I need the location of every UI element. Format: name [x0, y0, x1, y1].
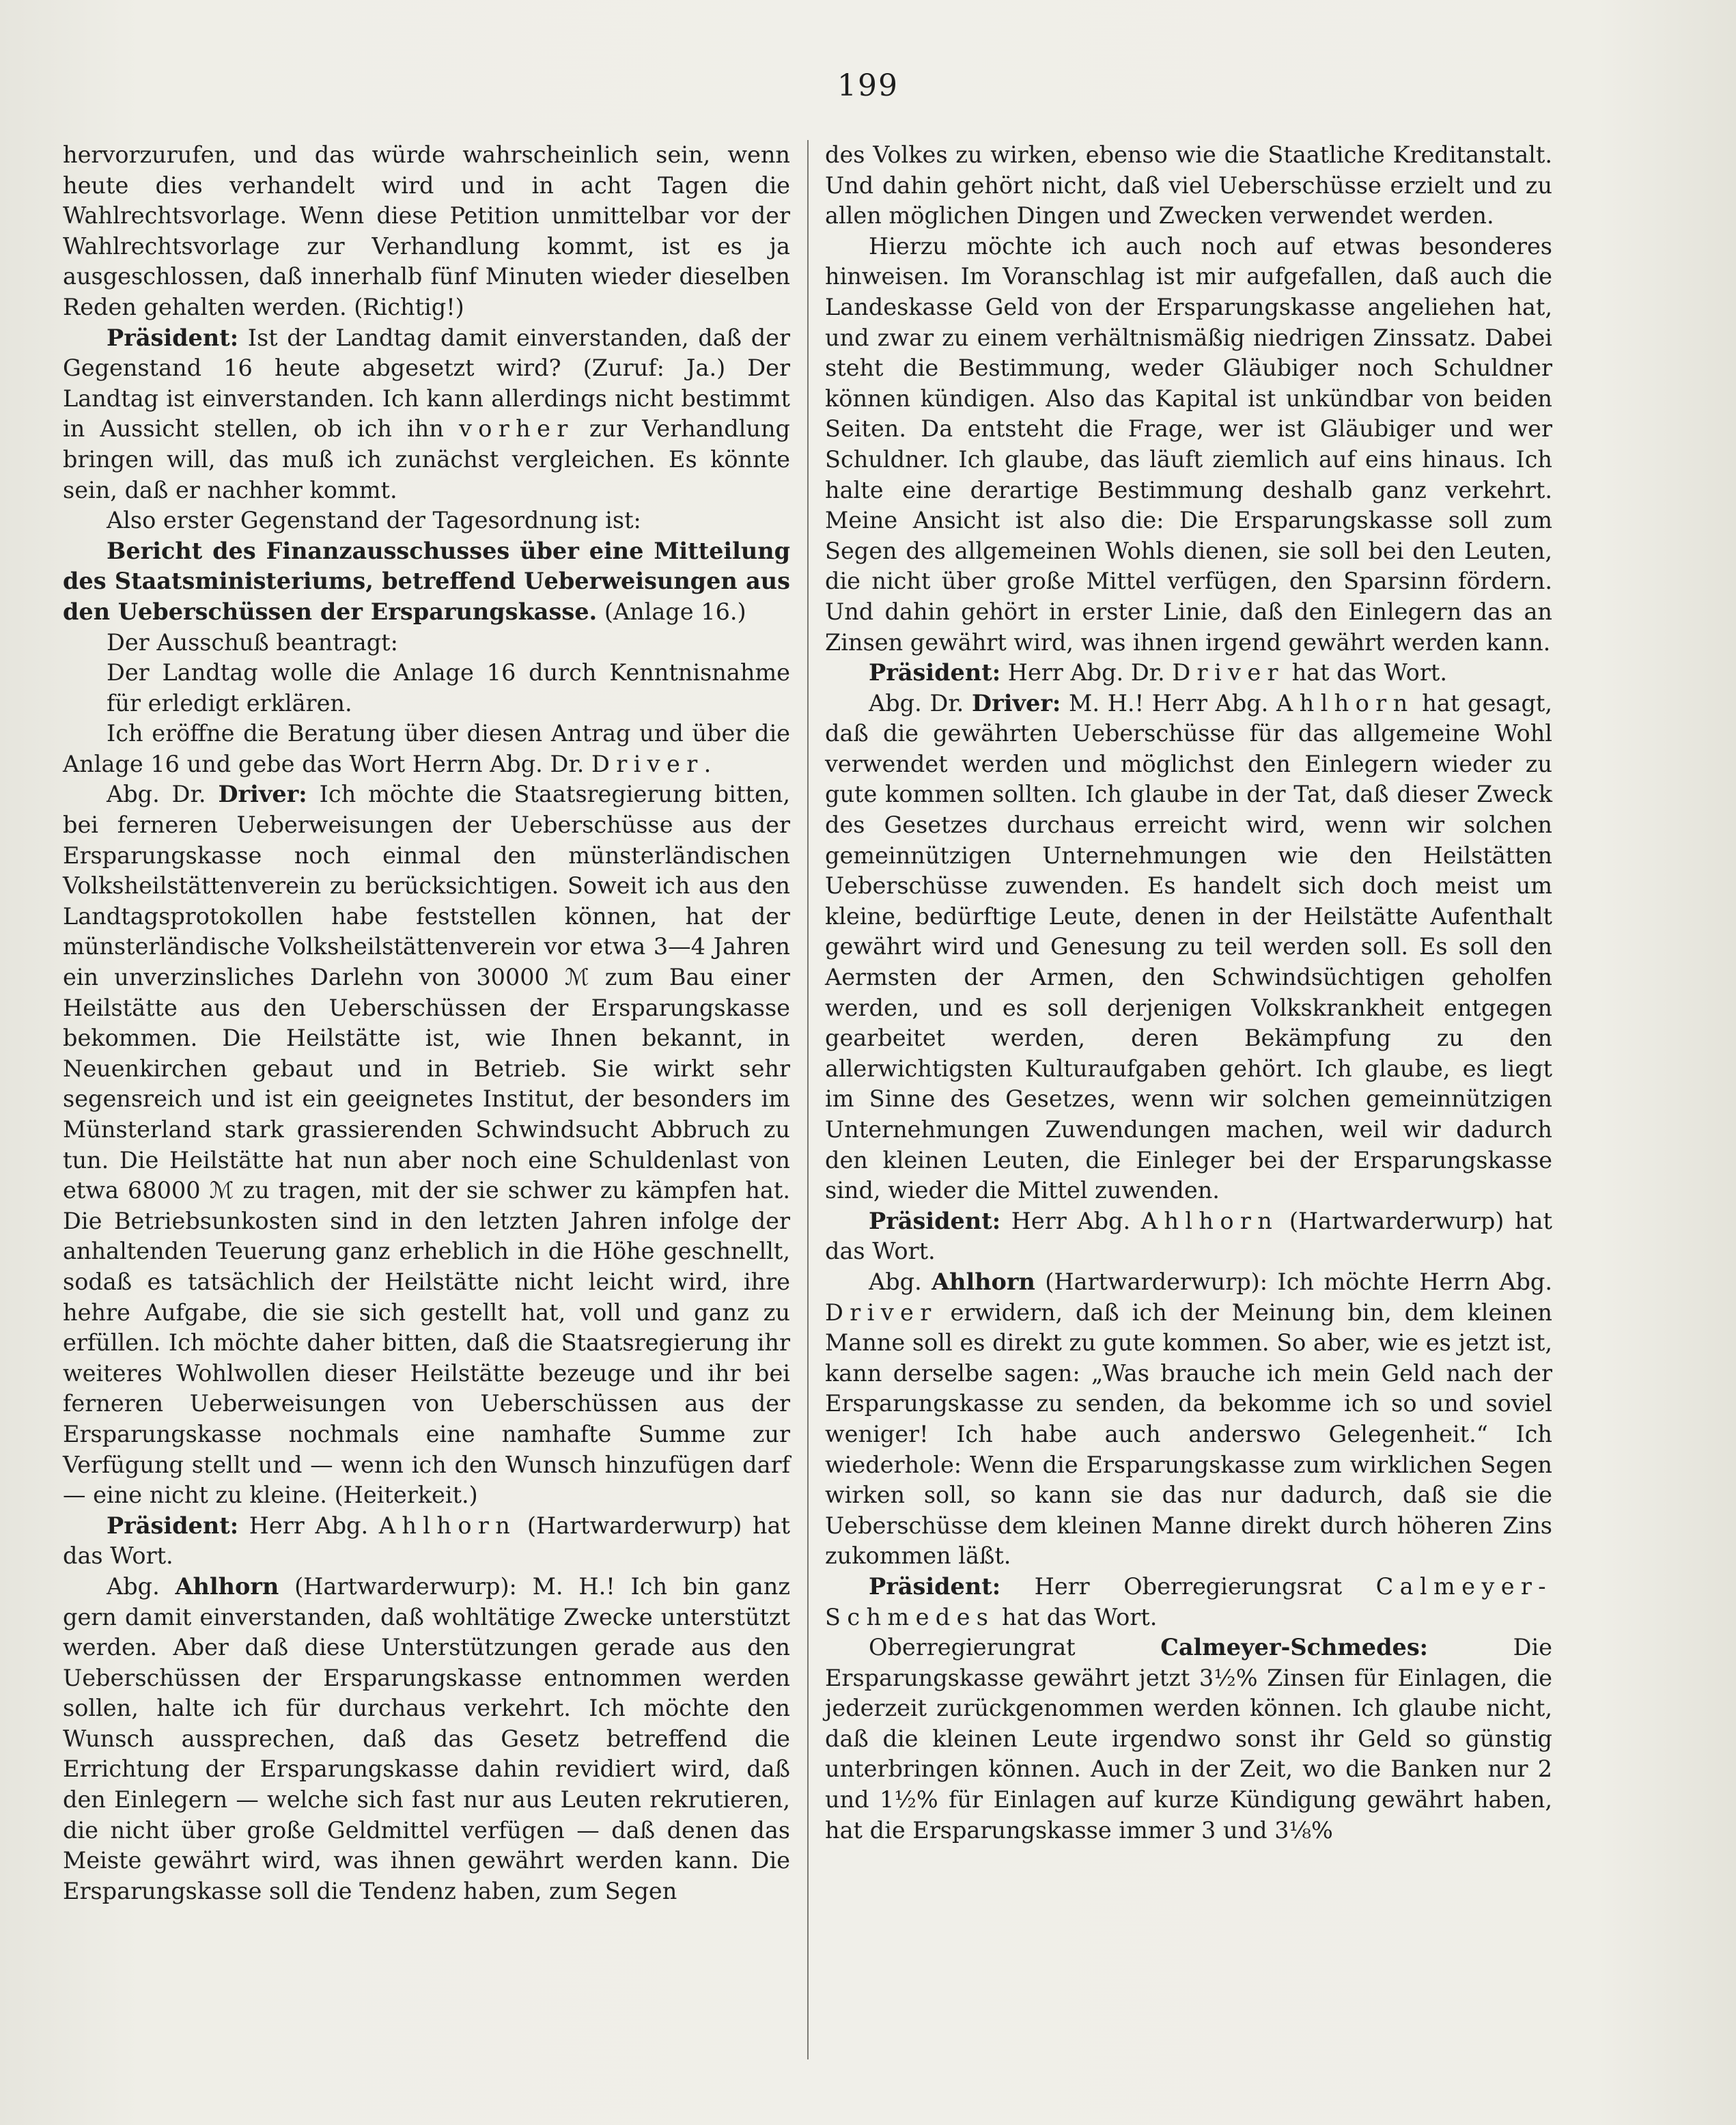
speaker-name: Präsident:: [869, 1207, 1001, 1234]
speech-text: Herr Abg.: [238, 1512, 379, 1539]
speech-text: (Hartwarderwurp) hat das Wort.: [63, 1512, 790, 1570]
speech-text: Abg. Dr.: [107, 781, 219, 808]
paragraph: [825, 658, 1552, 689]
speech-text: hat das Wort.: [1284, 659, 1447, 686]
paragraph: [825, 689, 1552, 1206]
speech-text: Ich eröffne die Beratung über diesen Antrag und über die Anlage 16 und gebe das Wort Herrn Abg. Dr.: [63, 720, 790, 777]
speech-text: Herr Abg.: [1000, 1207, 1141, 1234]
spaced-word: Driver: [591, 750, 704, 777]
paragraph: Der Ausschuß beantragt:: [107, 628, 398, 656]
speaker-name: Präsident:: [107, 1512, 239, 1539]
paragraph: [825, 1633, 1552, 1846]
spaced-word: Ahlhorn: [1140, 1207, 1279, 1234]
speech-text: (Hartwarderwurp): M. H.! Ich bin ganz gern damit einverstanden, daß wohltätige Zwecke unterstützt werden. Aber daß diese Unterstützungen gerade aus den Ueberschüssen der Ersparungskasse entnommen werden sollen, halte ich für durchaus verkehrt. Ich möchte den Wunsch aussprechen, daß das Gesetz betreffend die Errichtung der Ersparungskasse dahin revidiert wird, daß den Einlegern — welche sich fast nur aus Leuten rekrutieren, die nicht über große Geldmittel verfügen — daß denen das Meiste gewährt wird, was ihnen gewährt werden kann. Die Ersparungskasse soll die Tendenz haben, zum Segen: [63, 1572, 790, 1904]
paragraph: [63, 1511, 790, 1572]
speaker-name: Driver:: [218, 781, 307, 808]
speech-text: Ist der Landtag damit einverstanden, daß der Gegenstand 16 heute abgesetzt wird? (Zuruf: Ja.) Der Landtag ist einverstanden. Ich kann allerdings nicht bestimmt in Aussicht stellen, ob ich ihn: [63, 324, 790, 443]
paragraph: [825, 1572, 1552, 1633]
agenda-title: Bericht des Finanzausschusses über eine Mitteilung des Staatsministeriums, betreffend Ueberweisungen aus den Ueberschüssen der Ersparungskasse.: [63, 537, 790, 625]
paragraph: [825, 1267, 1552, 1572]
speech-text: Die Ersparungskasse gewährt jetzt 3½% Zinsen für Einlagen, die jederzeit zurückgenommen werden können. Ich glaube nicht, daß die kleinen Leute irgendwo sonst ihr Geld so günstig unterbringen können. Auch in der Zeit, wo die Banken nur 2 und 1½% für Einlagen auf kurze Kündigung gewährt haben, hat die Ersparungskasse immer 3 und 3⅛%: [825, 1634, 1552, 1844]
paragraph: [63, 1572, 790, 1907]
spaced-word: Calmeyer-Schmedes: [825, 1572, 1552, 1630]
agenda-note: (Anlage 16.): [597, 598, 746, 625]
page-number: 199: [837, 68, 899, 103]
speech-text: M. H.! Herr Abg.: [1061, 689, 1277, 717]
speech-text: (Hartwarderwurp): Ich möchte Herrn Abg.: [1035, 1268, 1552, 1295]
speaker-name: Präsident:: [869, 1572, 1001, 1600]
speaker-name: Präsident:: [869, 659, 1001, 686]
paragraph: [63, 779, 790, 1510]
agenda-item: [63, 536, 790, 628]
left-column: [63, 140, 790, 1906]
speech-text: Ich möchte die Staatsregierung bitten, bei ferneren Ueberweisungen der Ueberschüsse aus der Ersparungskasse noch einmal den münsterländischen Volksheilstättenverein zu berücksichtigen. Soweit ich aus den Landtagsprotokollen habe feststellen können, hat der münsterländische Volksheilstättenverein vor etwa 3—4 Jahren ein unverzinsliches Darlehn von 30000 ℳ zum Bau einer Heilstätte aus den Ueberschüssen der Ersparungskasse bekommen. Die Heilstätte ist, wie Ihnen bekannt, in Neuenkirchen gebaut und in Betrieb. Sie wirkt sehr segensreich und ist ein geeignetes Institut, der besonders im Münsterland stark grassierenden Schwindsucht Abbruch zu tun. Die Heilstätte hat nun aber noch eine Schuldenlast von etwa 68000 ℳ zu tragen, mit der sie schwer zu kämpfen hat. Die Betriebsunkosten sind in den letzten Jahren infolge der anhaltenden Teuerung ganz erheblich in die Höhe geschnellt, sodaß es tatsächlich der Heilstätte nicht leicht wird, ihre hehre Aufgabe, die sie sich gestellt hat, voll und ganz zu erfüllen. Ich möchte daher bitten, daß die Staatsregierung ihr weiteres Wohlwollen dieser Heilstätte bezeuge und ihr bei ferneren Ueberweisungen von Ueberschüssen aus der Ersparungskasse nochmals eine namhafte Summe zur Verfügung stellt und — wenn ich den Wunsch hinzufügen darf — eine nicht zu kleine. (Heiterkeit.): [63, 781, 790, 1509]
speech-text: Herr Abg. Dr.: [1000, 659, 1173, 686]
speaker-name: Ahlhorn: [175, 1572, 279, 1600]
speaker-name: Präsident:: [107, 324, 239, 351]
motion-text: Der Landtag wolle die Anlage 16 durch Kenntnisnahme für erledigt erklären.: [107, 659, 790, 717]
speech-text: (Hartwarderwurp) hat das Wort.: [825, 1207, 1552, 1265]
speech-text: hat gesagt, daß die gewährten Ueberschüsse für das allgemeine Wohl verwendet werden und möglichst den Einlegern wieder zu gute kommen sollten. Ich glaube in der Tat, daß dieser Zweck des Gesetzes durchaus erreicht wird, wenn wir solchen gemeinnützigen Unternehmungen wie den Heilstätten Ueberschüsse zuwenden. Es handelt sich doch meist um kleine, bedürftige Leute, denen in der Heilstätte Aufenthalt gewährt wird und Genesung zu teil werden soll. Es soll den Aermsten der Armen, den Schwindsüchtigen geholfen werden, und es soll derjenigen Volkskrankheit entgegen gearbeitet werden, deren Bekämpfung zu den allerwichtigsten Kulturaufgaben gehört. Ich glaube, es liegt im Sinne des Gesetzes, wenn wir solchen gemeinnützigen Unternehmungen Zuwendungen machen, weil wir dadurch den kleinen Leuten, die Einleger bei der Ersparungskasse sind, wieder die Mittel zuwenden.: [825, 689, 1553, 1204]
spaced-word: Driver: [825, 1298, 938, 1326]
speech-text: Oberregierungrat: [869, 1634, 1161, 1661]
speaker-name: Driver:: [972, 689, 1061, 717]
speech-text: hat das Wort.: [994, 1603, 1158, 1630]
paragraph: [63, 323, 790, 506]
speech-text: Abg.: [869, 1268, 932, 1295]
paragraph: Also erster Gegenstand der Tagesordnung ist:: [107, 507, 641, 534]
column-divider: [807, 140, 809, 2059]
speech-text: Abg.: [107, 1572, 176, 1600]
speech-text: zur Verhandlung bringen will, das muß ich zunächst vergleichen. Es könnte sein, daß er nachher kommt.: [63, 415, 790, 503]
speaker-name: Calmeyer-Schmedes:: [1160, 1634, 1429, 1661]
paragraph: Hierzu möchte ich auch noch auf etwas besonderes hinweisen. Im Voranschlag ist mir aufgefallen, daß auch die Landeskasse Geld von der Ersparungskasse angeliehen hat, und zwar zu einem verhältnismäßig niedrigen Zinssatz. Dabei steht die Bestimmung, weder Gläubiger noch Schuldner können kündigen. Also das Kapital ist unkündbar von beiden Seiten. Da entsteht die Frage, wer ist Gläubiger und wer Schuldner. Ich glaube, das läuft ziemlich auf eins hinaus. Ich halte eine derartige Bestimmung deshalb ganz verkehrt. Meine Ansicht ist also die: Die Ersparungskasse soll zum Segen des allgemeinen Wohls dienen, sie soll bei den Leuten, die nicht über große Mittel verfügen, den Sparsinn fördern. Und dahin gehört in erster Linie, daß den Einlegern das an Zinsen gewährt wird, was ihnen irgend gewährt werden kann.: [825, 232, 1552, 656]
speech-text: .: [703, 750, 712, 777]
spaced-word: Ahlhorn: [1276, 689, 1414, 717]
spaced-word: Ahlhorn: [378, 1512, 517, 1539]
paragraph: [825, 1206, 1552, 1267]
spaced-word: Driver: [1172, 659, 1285, 686]
right-column: [825, 140, 1552, 1846]
spaced-word: vorher: [458, 415, 574, 443]
speech-text: erwidern, daß ich der Meinung bin, dem kleinen Manne soll es direkt zu gute kommen. So aber, wie es jetzt ist, kann derselbe sagen: „Was brauche ich mein Geld nach der Ersparungskasse zu senden, da bekomme ich so und soviel weniger! Ich habe auch anderswo Gelegenheit.“ Ich wiederhole: Wenn die Ersparungskasse zum wirklichen Segen wirken soll, so kann sie das nur dadurch, daß sie die Ueberschüsse dem kleinen Manne direkt durch höheren Zins zukommen läßt.: [825, 1298, 1552, 1570]
paragraph: [63, 719, 790, 779]
paragraph: des Volkes zu wirken, ebenso wie die Staatliche Kreditanstalt. Und dahin gehört nicht, daß viel Ueberschüsse erzielt und zu allen möglichen Dingen und Zwecken verwendet werden.: [825, 141, 1552, 230]
speech-text: Abg. Dr.: [869, 689, 972, 717]
paragraph: hervorzurufen, und das würde wahrscheinlich sein, wenn heute dies verhandelt wird und in acht Tagen die Wahlrechtsvorlage. Wenn diese Petition unmittelbar vor der Wahlrechtsvorlage zur Verhandlung kommt, ist es ja ausgeschlossen, daß innerhalb fünf Minuten wieder dieselben Reden gehalten werden. (Richtig!): [63, 141, 790, 320]
speaker-name: Ahlhorn: [932, 1268, 1035, 1295]
speech-text: Herr Oberregierungsrat: [1000, 1572, 1376, 1600]
